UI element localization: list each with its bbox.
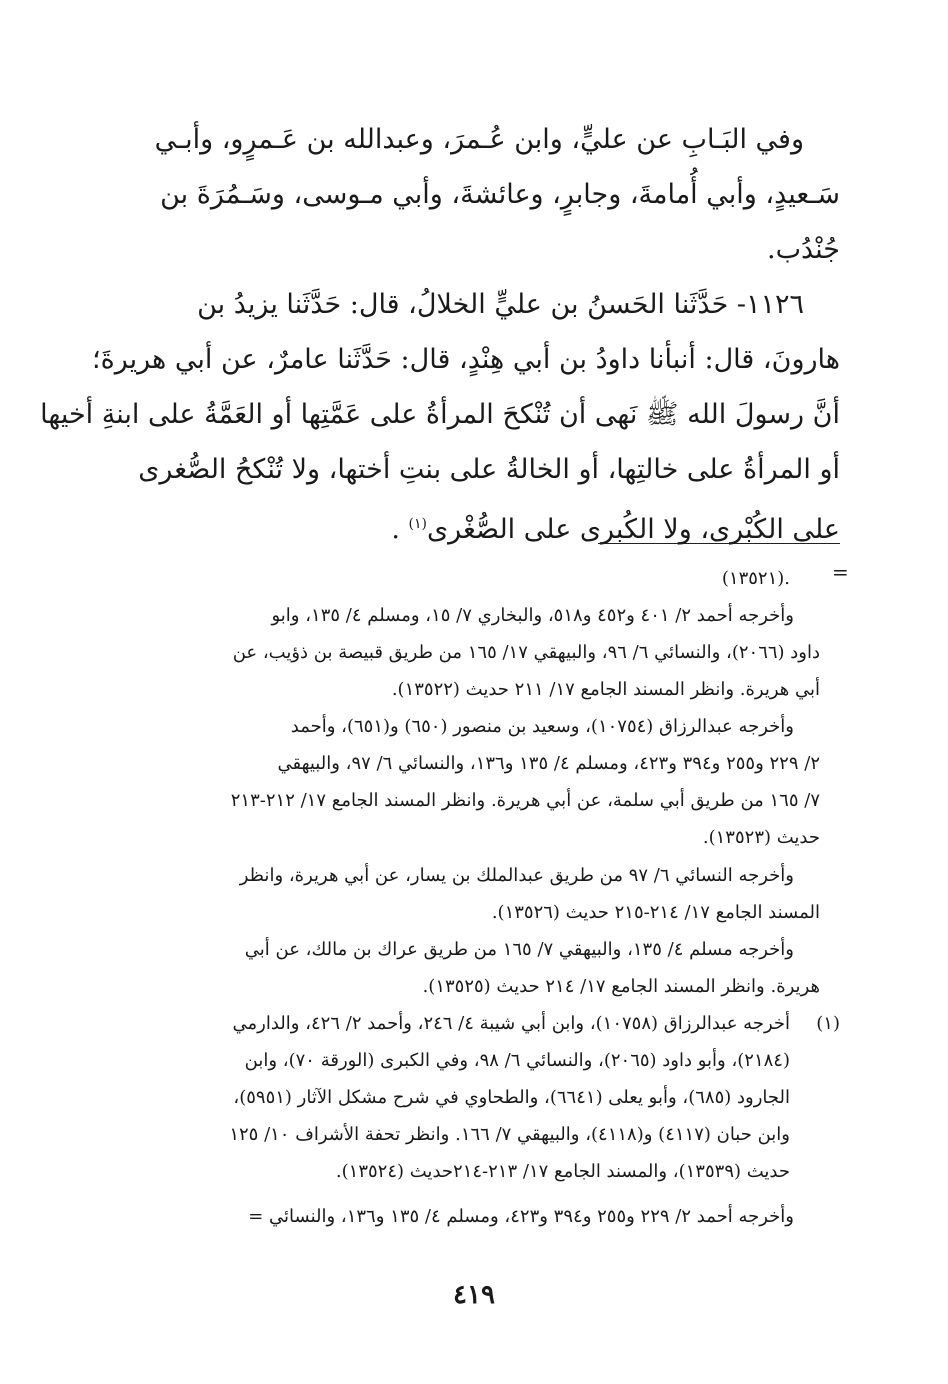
footnote-continuation [120,560,790,597]
footnote-line: داود (٢٠٦٦)، والنسائي ٦/ ٩٦، والبيهقي ١٧/ ١٦٥ من طريق قبيصة بن ذؤيب، عن [232,642,820,663]
footnote-line: حديث (١٣٥٣٩)، والمسند الجامع ١٧/ ٢١٣-٢١٤حديث (١٣٥٢٤). [335,1161,790,1182]
main-paragraph-2 [40,277,840,557]
footnote-number: (١) [816,1013,840,1034]
footnote-line: المسند الجامع ١٧/ ٢١٤-٢١٥ حديث (١٣٥٢٦). [491,902,820,923]
footnote-line: وأخرجه أحمد ٢/ ٢٢٩ و٢٥٥ و٣٩٤ و٤٢٣، ومسلم ٤/ ١٣٥ و١٣٦، والنسائي = [248,1206,794,1227]
footnote-block [120,857,820,931]
footnote-line: هريرة. وانظر المسند الجامع ١٧/ ٢١٤ حديث (١٣٥٢٥). [422,976,820,997]
text-line: أنَّ رسولَ الله ﷺ نَهى أن تُنْكحَ المرأةُ على عَمَّتِها أو العَمَّةُ على ابنةِ أخيها [40,399,840,430]
page-number: ٤١٩ [453,1280,495,1310]
footnote-line: وأخرجه النسائي ٦/ ٩٧ من طريق عبدالملك بن يسار، عن أبي هريرة، وانظر [239,865,794,886]
main-paragraph-1 [118,112,840,277]
text-line: أو المرأةُ على خالتِها، أو الخالةُ على بنتِ أختها، ولا تُنْكحُ الصُّغرى [138,454,840,485]
footnote-line: حديث (١٣٥٢٣). [702,827,820,848]
continuation-mark: = [832,560,849,584]
footnote-block [120,708,820,856]
footnote-line: أخرجه عبدالرزاق (١٠٧٥٨)، وابن أبي شيبة ٤/ ٢٤٦، وأحمد ٢/ ٤٢٦، والدارمي [232,1013,790,1034]
footnote-line: .(١٣٥٢١) [721,568,790,589]
text-line: ١١٢٦- حَدَّثَنا الحَسنُ بن عليٍّ الخلالُ، قال: حَدَّثَنا يزيدُ بن [197,289,804,320]
footnote-line: ٧/ ١٦٥ من طريق أبي سلمة، عن أبي هريرة. وانظر المسند الجامع ١٧/ ٢١٢-٢١٣ [230,790,820,811]
footnote-1 [120,1005,790,1190]
footnote-line: وأخرجه مسلم ٤/ ١٣٥، والبيهقي ٧/ ١٦٥ من طريق عراك بن مالك، عن أبي [244,939,794,960]
footnote-separator [598,543,840,544]
footnote-block [120,931,820,1005]
text-line: هارونَ، قال: أنبأنا داودُ بن أبي هِنْدٍ، قال: حَدَّثَنا عامرٌ، عن أبي هريرةَ؛ [92,344,840,375]
text-line-last [118,497,840,557]
footnote-line: (٢١٨٤)، وأبو داود (٢٠٦٥)، والنسائي ٦/ ٩٨، وفي الكبرى (الورقة ٧٠)، وابن [244,1050,790,1071]
text-line: سَـعيدٍ، وأبي أُمامةَ، وجابرٍ، وعائشةَ، وأبي مـوسى، وسَـمُرَةَ بن [160,179,840,210]
text-segment: على الكُبْرى، ولا الكُبرى على الصُّغْرى [426,514,840,545]
footnote-block [120,597,820,708]
footnote-line: وابن حبان (٤١١٧) و(٤١١٨)، والبيهقي ٧/ ١٦٦. وانظر تحفة الأشراف ١٠/ ١٢٥ [229,1124,790,1145]
footnote-line: الجارود (٦٨٥)، وأبو يعلى (٦٦٤١)، والطحاوي في شرح مشكل الآثار (٥٩٥١)، [233,1087,790,1108]
footnote-line: وأخرجه عبدالرزاق (١٠٧٥٤)، وسعيد بن منصور (٦٥٠) و(٦٥١)، وأحمد [290,716,794,737]
footnote-block [120,1198,820,1235]
footnote-line: وأخرجه أحمد ٢/ ٤٠١ و٤٥٢ و٥١٨، والبخاري ٧/ ١٥، ومسلم ٤/ ١٣٥، وابو [271,605,794,626]
footnote-marker: (١) [408,516,427,532]
end-period: . [391,514,409,545]
text-line: جُنْدُب. [766,234,840,265]
footnote-line: أبي هريرة. وانظر المسند الجامع ١٧/ ٢١١ حديث (١٣٥٢٢). [391,679,820,700]
footnote-line: ٢/ ٢٢٩ و٢٥٥ و٣٩٤ و٤٢٣، ومسلم ٤/ ١٣٥ و١٣٦، والنسائي ٦/ ٩٧، والبيهقي [277,753,820,774]
text-line: وفي البَـابِ عن عليٍّ، وابن عُـمرَ، وعبدالله بن عَـمرٍو، وأبـي [154,124,804,155]
